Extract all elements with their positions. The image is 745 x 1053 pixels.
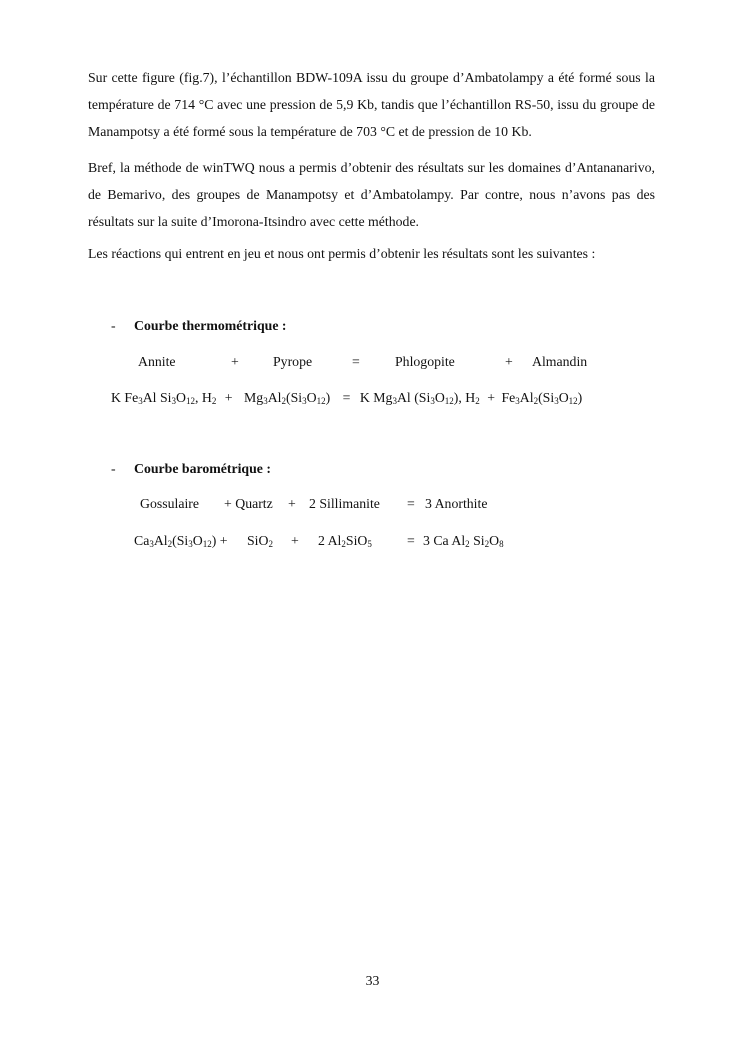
equals-sign: = [407, 533, 415, 548]
paragraph-reactions-intro: Les réactions qui entrent en jeu et nous ont permis d’obtenir les résultats sont les suivantes : [88, 246, 596, 261]
plus-sign: + [288, 496, 296, 511]
mineral-phlogopite: Phlogopite [395, 354, 455, 369]
equals-sign: = [407, 496, 415, 511]
mineral-gossulaire: Gossulaire [140, 496, 200, 511]
formula-anorthite: 3 Ca $Al_2$ $Si_2O_8$ [423, 533, 504, 549]
formula-annite: K $Fe_3Al$ $Si_3O_{12}$, $H_2$ [111, 390, 217, 406]
mineral-sillimanite: 2 Sillimanite [309, 496, 380, 511]
plus-sign: + [291, 533, 299, 548]
heading-thermometric-curve: Courbe thermométrique : [134, 318, 287, 333]
equals-sign: = [342, 390, 351, 405]
formula-almandin: $Fe_3Al_2(Si_3O_{12})$ [501, 390, 583, 406]
plus-sign: + [487, 390, 495, 405]
page-number: 33 [365, 973, 380, 988]
mineral-annite: Annite [138, 354, 176, 369]
formula-gossulaire: $Ca_3Al_2(Si_3O_{12})$ + [134, 533, 228, 549]
plus-sign: + [224, 390, 233, 405]
paragraph-wintwq-summary: Bref, la méthode de winTWQ nous a permis d’obtenir des résultats sur les domaines d’Antananarivo, de Bemarivo, des groupes de Manampotsy et d’Ambatolampy. Par contre, nous n’avons pas des résultats sur la suite d’Imorona-Itsindro avec cette méthode. [88, 160, 655, 229]
plus-sign: + [505, 354, 513, 369]
mineral-anorthite: 3 Anorthite [425, 496, 488, 511]
bullet-thermo: - [111, 318, 116, 333]
formula-phlogopite: K $Mg_3Al$ $(Si_3O_{12})$, $H_2$ [359, 390, 480, 406]
mineral-almandin: Almandin [532, 354, 588, 369]
mineral-pyrope: Pyrope [273, 354, 313, 369]
thermo-chemical-formula [111, 390, 582, 406]
bullet-baro: - [111, 461, 116, 476]
formula-sillimanite: 2 $Al_2SiO_5$ [318, 533, 372, 549]
formula-quartz: SiO$_2$ [247, 533, 273, 549]
equals-sign: = [352, 354, 360, 369]
mineral-quartz: + Quartz [224, 496, 273, 511]
heading-barometric-curve: Courbe barométrique : [134, 461, 271, 476]
formula-pyrope: $Mg_3Al_2(Si_3O_{12})$ [244, 390, 331, 406]
paragraph-fig7-results: Sur cette figure (fig.7), l’échantillon BDW-109A issu du groupe d’Ambatolampy a été formé sous la température de 714 °C avec une pression de 5,9 Kb, tandis que l’échantillon RS-50, issu du groupe de Manampotsy a été formé sous la température de 703 °C et de pression de 10 Kb. [88, 70, 655, 139]
plus-sign: + [231, 354, 239, 369]
